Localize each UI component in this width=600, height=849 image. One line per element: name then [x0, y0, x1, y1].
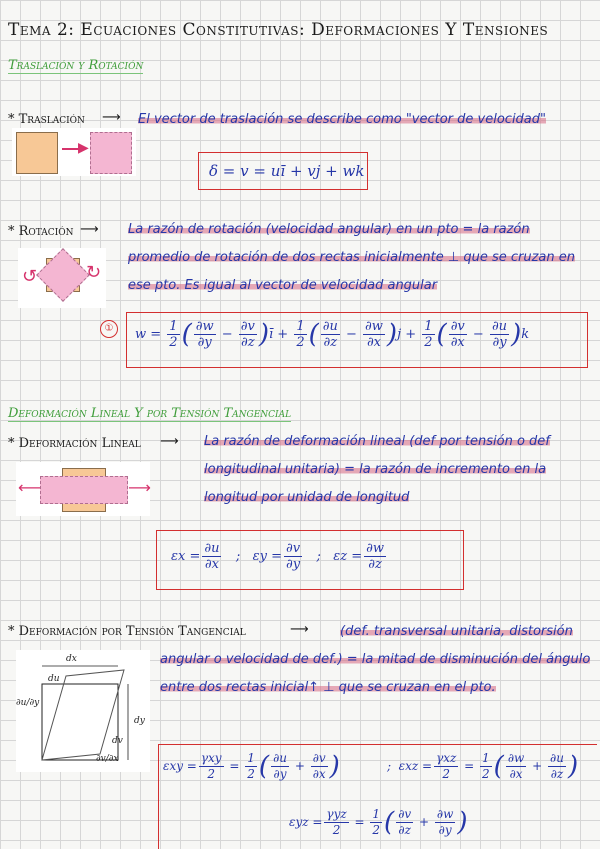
- arrow-head-icon: ▶: [78, 140, 89, 156]
- rotacion-formula: w = $\frac{1}{2}$ ( $\frac{\partial w}{\partial y}$ − $\frac{\partial v}{\partial z}$ )ī + $\frac{1}{2}$ ( $\frac{\partial u}{\partial z}$ − $\frac{\partial w}{\partial x}$ )j + $\frac{1}{2}$ ( $\frac{\partial v}{\partial x}$ − $\frac{\partial u}{\partial y}$ )k: [135, 319, 530, 350]
- dvdx-label: ∂v/∂x: [96, 754, 119, 764]
- traslacion-description: [138, 106, 588, 134]
- pink-square-shape: [90, 132, 132, 174]
- dx-label: dx: [66, 654, 77, 664]
- arrow-right-icon: ⟶: [80, 222, 98, 237]
- eps-x-label: εx =: [171, 549, 201, 564]
- arrow-right-icon: ⟶: [160, 434, 178, 449]
- rotation-diagram: [18, 248, 106, 308]
- rotacion-text: La razón de rotación (velocidad angular) en un pto = la razón promedio de rotación de dos rectas inicialmente ⊥ que se cruzan en ese pto. Es igual al vector de velocidad angular: [128, 222, 575, 293]
- rotated-pink-square-shape: [36, 248, 90, 302]
- traslacion-text: El vector de traslación se describe como "vector de velocidad": [138, 112, 547, 127]
- deformacion-lineal-formula-box: [156, 530, 464, 590]
- arrow-right-icon: ⟶: [128, 478, 151, 497]
- lineal-strain-formulas: εx = $\frac{\partial u}{\partial x}$ ; εy = $\frac{\partial v}{\partial y}$ ; εz = $\frac{\partial w}{\partial z}$: [171, 541, 384, 572]
- traslacion-formula-box: [198, 152, 368, 190]
- deformacion-lineal-text: La razón de deformación lineal (def por tensión o def longitudinal unitaria) = la razón de incremento en la longitud por unidad de longitud: [204, 434, 550, 505]
- stretched-pink-rect-shape: [40, 476, 128, 504]
- exy-formula: εxy = $\frac{\text{γxy}}{2}$ = $\frac{1}{2}$ ( $\frac{\partial u}{\partial y}$ + $\frac{\partial v}{\partial x}$ ): [163, 751, 340, 782]
- deformacion-lineal-description: [204, 428, 592, 512]
- w-lhs: w =: [135, 327, 162, 342]
- exz-label: εxz =: [398, 759, 433, 773]
- gxz-label: γxz: [436, 751, 457, 765]
- traslacion-formula: δ = v = uī + vj + wk: [209, 162, 365, 180]
- deformacion-tangencial-description: [160, 618, 592, 702]
- linear-strain-diagram: [16, 462, 150, 516]
- traslacion-heading: * Traslación: [8, 112, 85, 127]
- orange-square-shape: [16, 132, 58, 174]
- dudy-label: ∂u/∂y: [16, 698, 40, 708]
- shear-strain-diagram: [16, 650, 150, 772]
- deformacion-tangencial-text: (def. transversal unitaria, distorsión angular o velocidad de def.) = la mitad de disminución del ángulo entre dos rectas inicial↑ ⊥ que se cruzan en el pto.: [160, 624, 591, 695]
- section-subtitle-deformacion: Deformación Lineal Y por Tensión Tangencial: [8, 406, 292, 421]
- eps-z-label: εz =: [333, 549, 363, 564]
- exy-label: εxy =: [163, 759, 197, 773]
- eps-y-label: εy =: [252, 549, 282, 564]
- shear-strain-svg: [16, 650, 150, 772]
- deformacion-tangencial-heading: * Deformación por Tensión Tangencial: [8, 624, 246, 639]
- rotacion-formula-box: [126, 312, 588, 368]
- dy-label: dy: [134, 716, 145, 726]
- translation-diagram: [12, 128, 136, 176]
- rotate-arrow-right-icon: ↻: [86, 262, 102, 283]
- arrow-right-icon: ⟶: [290, 622, 308, 637]
- exz-formula: ; εxz = $\frac{\text{γxz}}{2}$ = $\frac{1}{2}$ ( $\frac{\partial w}{\partial x}$ + $\frac{\partial u}{\partial z}$ ): [387, 751, 579, 782]
- page-title: Tema 2: Ecuaciones Constitutivas: Deformaciones Y Tensiones: [8, 20, 549, 40]
- eyz-formula: εyz = $\frac{\text{γyz}}{2}$ = $\frac{1}{2}$ ( $\frac{\partial v}{\partial z}$ + $\frac{\partial w}{\partial y}$ ): [289, 807, 468, 838]
- du-label: du: [48, 674, 60, 684]
- gyz-label: γyz: [326, 807, 347, 821]
- rotacion-description: [128, 216, 592, 300]
- circled-marker: ①: [100, 320, 118, 338]
- arrow-right-icon: ⟶: [102, 110, 120, 125]
- rotate-arrow-left-icon: ↺: [22, 266, 38, 287]
- eyz-label: εyz =: [289, 815, 323, 829]
- gxy-label: γxy: [200, 751, 222, 765]
- section-subtitle-traslacion-rotacion: Traslación y Rotación: [8, 58, 144, 73]
- deformacion-lineal-heading: * Deformación Lineal: [8, 436, 141, 451]
- tangencial-formula-box: [158, 744, 597, 849]
- rotacion-heading: * Rotación: [8, 224, 74, 239]
- dv-label: dv: [112, 736, 123, 746]
- arrow-left-icon: ⟵: [18, 478, 41, 497]
